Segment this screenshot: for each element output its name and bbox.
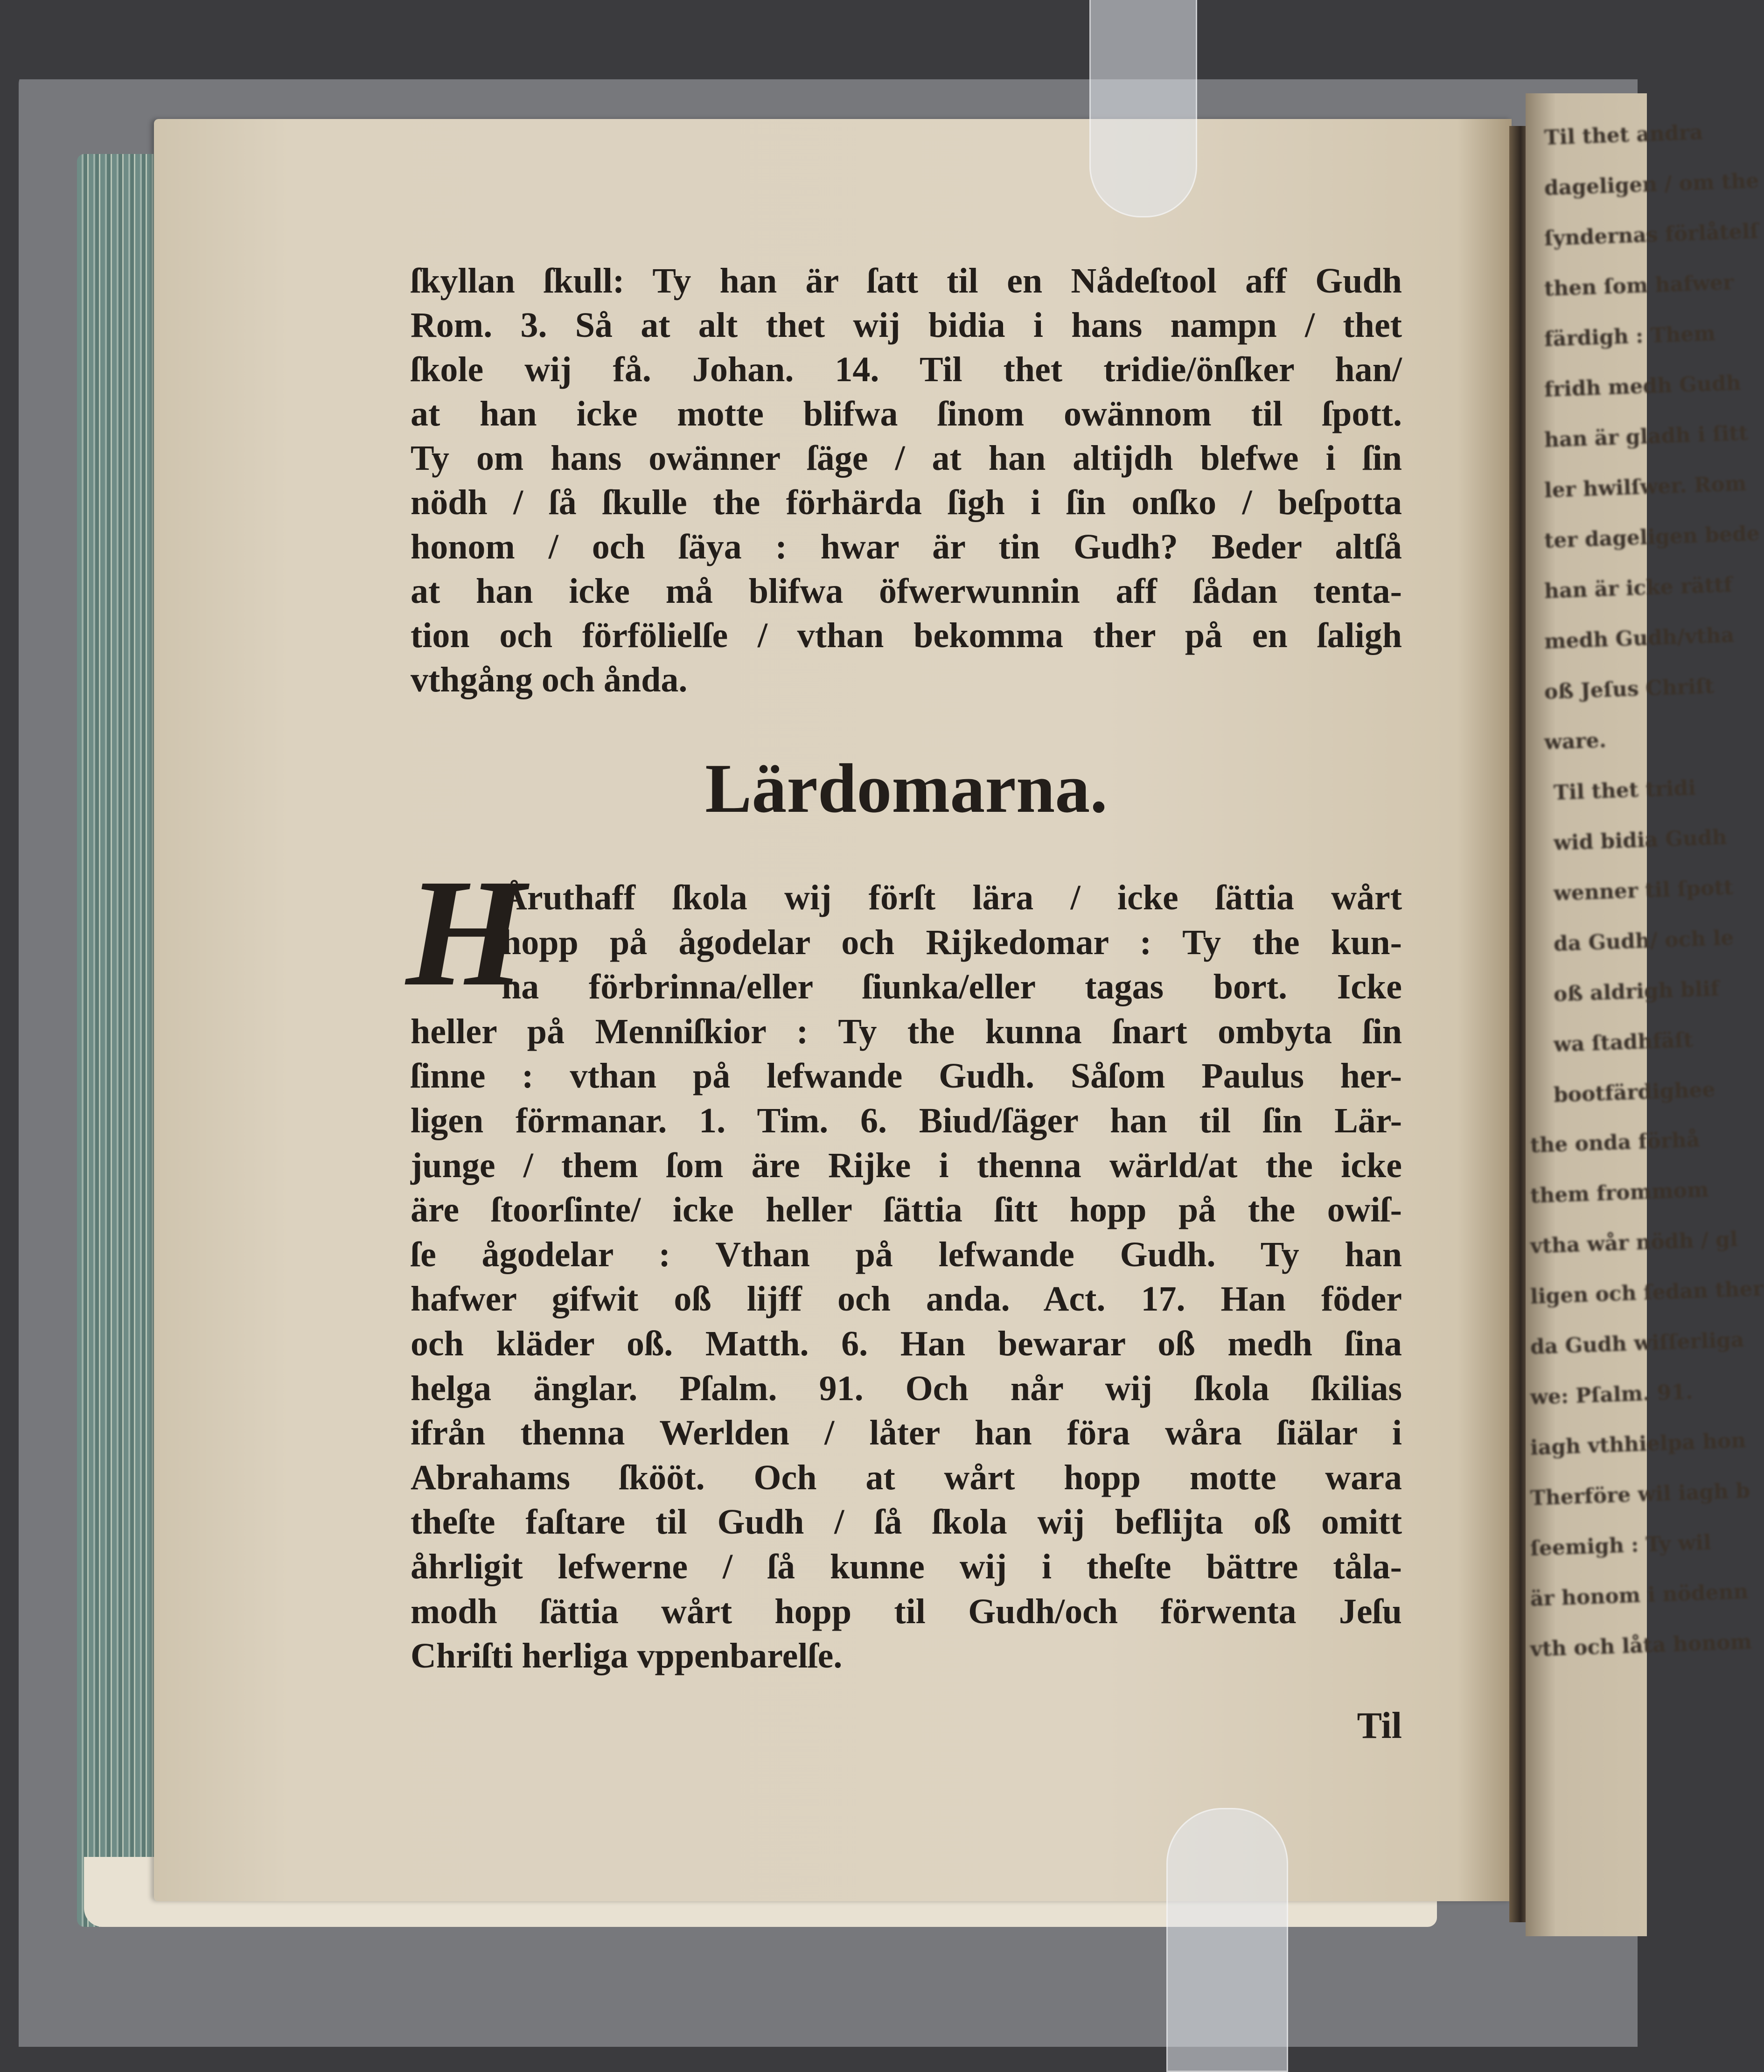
right-page-line: Therföre wil iagh b bbox=[1530, 1479, 1750, 1510]
text-line: ligen förmanar. 1. Tim. 6. Biud/ſäger han til ſin Lär- bbox=[411, 1101, 1402, 1140]
right-page-line: wid bidia Gudh bbox=[1553, 825, 1728, 855]
right-page-line: Til thet tridi bbox=[1553, 776, 1696, 805]
right-page-line: the onda förhå bbox=[1530, 1128, 1701, 1158]
text-line: Rom. 3. Så at alt thet wij bidia i hans nampn / thet bbox=[411, 306, 1402, 345]
text-line: tion och förfölielſe / vthan bekomma ther på en ſaligh bbox=[411, 616, 1402, 655]
text-line: ſinne : vthan på lefwande Gudh. Såſom Paulus her- bbox=[411, 1056, 1402, 1095]
text-line: honom / och ſäya : hwar är tin Gudh? Beder altſå bbox=[411, 527, 1402, 566]
text-line: na förbrinna/eller ſiunka/eller tagas bort. Icke bbox=[502, 967, 1402, 1006]
text-line: åhrligit lefwerne / ſå kunne wij i theſte bättre tåla- bbox=[411, 1547, 1402, 1586]
right-page-line: han är icke rättf bbox=[1544, 572, 1733, 603]
text-line: Abrahams ſkööt. Och at wårt hopp motte wara bbox=[411, 1458, 1402, 1497]
right-page-line: them frommom bbox=[1530, 1178, 1709, 1208]
text-line: Ty om hans owänner ſäge / at han altijdh blefwe i ſin bbox=[411, 439, 1402, 478]
text-line: hafwer gifwit oß lijff och anda. Act. 17. Han föder bbox=[411, 1279, 1402, 1319]
right-page-line: färdigh : Them bbox=[1544, 321, 1716, 351]
text-line: ſkyllan ſkull: Ty han är ſatt til en Nådeſtool aff Gudh bbox=[411, 261, 1402, 300]
right-page-line: ſeemigh : Ty wil bbox=[1530, 1530, 1712, 1561]
right-page bbox=[1526, 93, 1764, 1936]
book-gutter bbox=[1509, 126, 1528, 1922]
right-page-line: ſyndernas förlåtelſ bbox=[1544, 219, 1759, 251]
text-line: äre ſtoorſinte/ icke heller ſättia ſitt hopp på the owiſ- bbox=[411, 1190, 1402, 1229]
right-page-line: han är gladh i ſitt bbox=[1544, 421, 1749, 452]
text-line: helga änglar. Pſalm. 91. Och når wij ſkola ſkilias bbox=[411, 1369, 1402, 1408]
right-page-line: ware. bbox=[1544, 728, 1607, 754]
text-line: hopp på ågodelar och Rijkedomar : Ty the kun- bbox=[502, 923, 1402, 962]
right-page-line: dageligen / om the bbox=[1544, 168, 1760, 200]
text-line: junge / them ſom äre Rijke i thenna wärld/at the icke bbox=[411, 1146, 1402, 1185]
right-page-line: then ſom hafwer bbox=[1544, 270, 1734, 301]
page-clip-bottom bbox=[1166, 1808, 1288, 2072]
section-heading: Lärdomarna. bbox=[705, 750, 1108, 827]
text-line: Chriſti herliga vppenbarelſe. bbox=[411, 1636, 843, 1675]
text-line: at han icke motte blifwa ſinom owännom til ſpott. bbox=[411, 394, 1402, 433]
right-page-line: iagh vthhielpa hon bbox=[1530, 1428, 1747, 1460]
right-page-line: ter dageligen bede bbox=[1544, 521, 1760, 553]
right-page-line: we: Pſalm. 91. bbox=[1530, 1380, 1694, 1409]
text-line: Åruthaff ſkola wij förſt lära / icke ſättia wårt bbox=[502, 878, 1402, 917]
right-page-line: Til thet andra bbox=[1544, 120, 1704, 150]
right-page-line: fridh medh Gudh bbox=[1544, 371, 1742, 402]
right-page-line: da Gudh/ och le bbox=[1553, 926, 1735, 956]
right-page-line: ligen och ſedan ther bbox=[1530, 1277, 1764, 1309]
right-page-line: wenner til ſpott bbox=[1553, 875, 1734, 906]
page-clip-top bbox=[1089, 0, 1197, 217]
right-page-line: är honom i nödenn bbox=[1530, 1579, 1749, 1611]
right-page-line: bootfärdighee bbox=[1553, 1077, 1716, 1107]
drop-cap: H bbox=[406, 848, 526, 1018]
right-page-line: oß Jeſus Chriſt bbox=[1544, 674, 1715, 704]
right-page-line: oß aldrigh blif bbox=[1553, 977, 1720, 1006]
right-page-line: da Gudh wiſſerliga bbox=[1530, 1328, 1745, 1359]
page-stack-edge bbox=[77, 154, 166, 1927]
text-line: vthgång och ånda. bbox=[411, 660, 688, 699]
text-line: modh ſättia wårt hopp til Gudh/och förwenta Jeſu bbox=[411, 1592, 1402, 1631]
text-line: ifrån thenna Werlden / låter han föra wåra ſiälar i bbox=[411, 1413, 1402, 1452]
right-page-line: vth och låta honom bbox=[1530, 1630, 1752, 1661]
text-line: heller på Menniſkior : Ty the kunna ſnart ombyta ſin bbox=[411, 1012, 1402, 1051]
background bbox=[0, 0, 1638, 79]
text-line: nödh / ſå ſkulle the förhärda ſigh i ſin onſko / beſpotta bbox=[411, 483, 1402, 522]
right-page-line: vtha wår nödh / gl bbox=[1530, 1227, 1738, 1258]
text-line: ſe ågodelar : Vthan på lefwande Gudh. Ty han bbox=[411, 1235, 1402, 1274]
text-line: theſte faſtare til Gudh / ſå ſkola wij beflijta oß omitt bbox=[411, 1502, 1402, 1542]
catchword: Til bbox=[1357, 1705, 1402, 1746]
right-page-line: wa ſtadhfäſt bbox=[1553, 1028, 1694, 1057]
text-line: ſkole wij få. Johan. 14. Til thet tridie/önſker han/ bbox=[411, 350, 1402, 389]
text-line: och kläder oß. Matth. 6. Han bewarar oß medh ſina bbox=[411, 1324, 1402, 1363]
text-line: at han icke må blifwa öfwerwunnin aff ſådan tenta- bbox=[411, 572, 1402, 611]
right-page-line: ler hwilſwer. Rom bbox=[1544, 471, 1747, 502]
right-page-line: medh Gudh/vtha bbox=[1544, 623, 1735, 654]
